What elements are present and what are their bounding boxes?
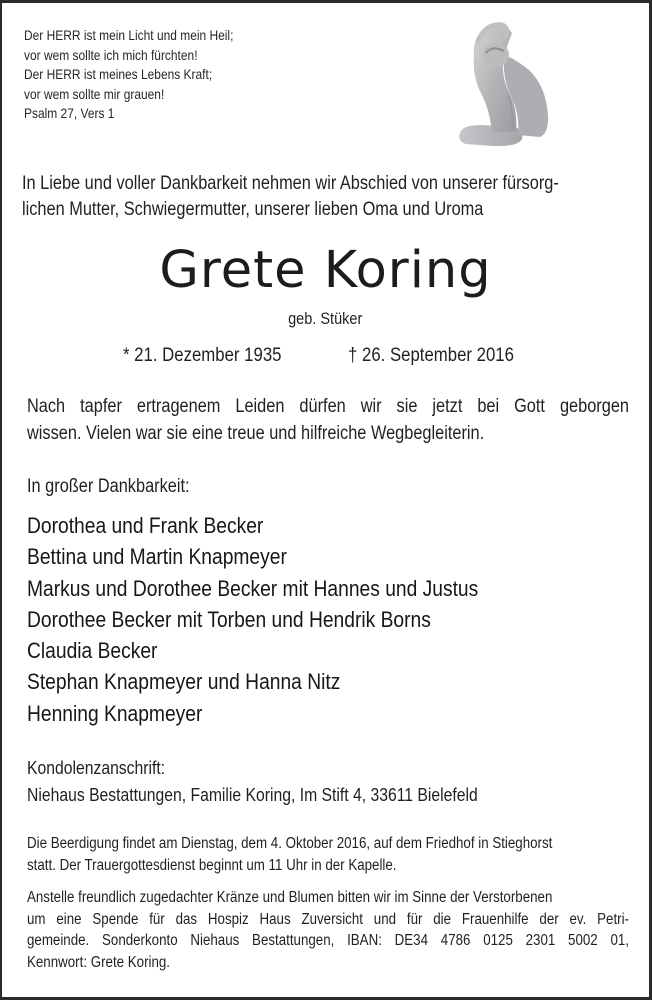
- family-list: [27, 510, 478, 729]
- family-member: Dorothea und Frank Becker: [27, 513, 264, 538]
- donation-info: [27, 887, 629, 974]
- condolence-address: [27, 754, 478, 808]
- family-member: Dorothee Becker mit Torben und Hendrik Borns: [27, 606, 431, 632]
- donation-line: um eine Spende für das Hospiz Haus Zuversicht und für die Frauenhilfe der ev. Petri-: [27, 910, 629, 928]
- donation-line: Kennwort: Grete Koring.: [27, 954, 171, 972]
- maiden-name: geb. Stüker: [288, 310, 363, 328]
- sculpture-hands-image: [452, 15, 562, 151]
- condolence-address-line: Niehaus Bestattungen, Familie Koring, Im Stift 4, 33611 Bielefeld: [27, 784, 478, 805]
- obituary-notice: [2, 3, 649, 997]
- life-dates: [2, 342, 649, 368]
- family-member: Henning Knapmeyer: [27, 700, 203, 726]
- paragraph-line: wissen. Vielen war sie eine treue und hilfreiche Wegbegleiterin.: [27, 423, 485, 444]
- psalm-line: Der HERR ist meines Lebens Kraft;: [24, 67, 213, 83]
- psalm-line: Der HERR ist mein Licht und mein Heil;: [24, 28, 234, 43]
- family-member: Claudia Becker: [27, 638, 158, 664]
- condolence-label: Kondolenzanschrift:: [27, 757, 166, 778]
- deceased-name: Grete Koring: [159, 241, 492, 300]
- remembrance-paragraph: [27, 393, 629, 447]
- intro-line: In Liebe und voller Dankbarkeit nehmen wir Abschied von unserer fürsorg-: [22, 173, 559, 194]
- donation-line: gemeinde. Sonderkonto Niehaus Bestattungen, IBAN: DE34 4786 0125 2301 5002 01,: [27, 932, 629, 950]
- birth-date: * 21. Dezember 1935: [123, 344, 282, 366]
- family-member: Bettina und Martin Knapmeyer: [27, 544, 287, 570]
- psalm-line: vor wem sollte ich mich fürchten!: [24, 47, 198, 63]
- thanks-heading: In großer Dankbarkeit:: [27, 476, 190, 497]
- funeral-line: Die Beerdigung findet am Dienstag, dem 4. Oktober 2016, auf dem Friedhof in Stieghorst: [27, 835, 553, 852]
- donation-line: Anstelle freundlich zugedachter Kränze und Blumen bitten wir im Sinne der Verstorbenen: [27, 889, 553, 906]
- intro-text: [22, 171, 624, 223]
- funeral-info: [27, 833, 552, 876]
- family-member: Stephan Knapmeyer und Hanna Nitz: [27, 669, 341, 695]
- intro-line: lichen Mutter, Schwiegermutter, unserer lieben Oma und Uroma: [22, 199, 484, 220]
- paragraph-line: Nach tapfer ertragenem Leiden dürfen wir sie jetzt bei Gott geborgen: [27, 396, 629, 417]
- psalm-quote: [24, 26, 233, 124]
- funeral-line: statt. Der Trauergottesdienst beginnt um 11 Uhr in der Kapelle.: [27, 856, 397, 874]
- psalm-line: vor wem sollte mir grauen!: [24, 86, 165, 102]
- death-date: † 26. September 2016: [348, 344, 514, 366]
- family-member: Markus und Dorothee Becker mit Hannes und Justus: [27, 575, 479, 601]
- psalm-reference: Psalm 27, Vers 1: [24, 106, 115, 122]
